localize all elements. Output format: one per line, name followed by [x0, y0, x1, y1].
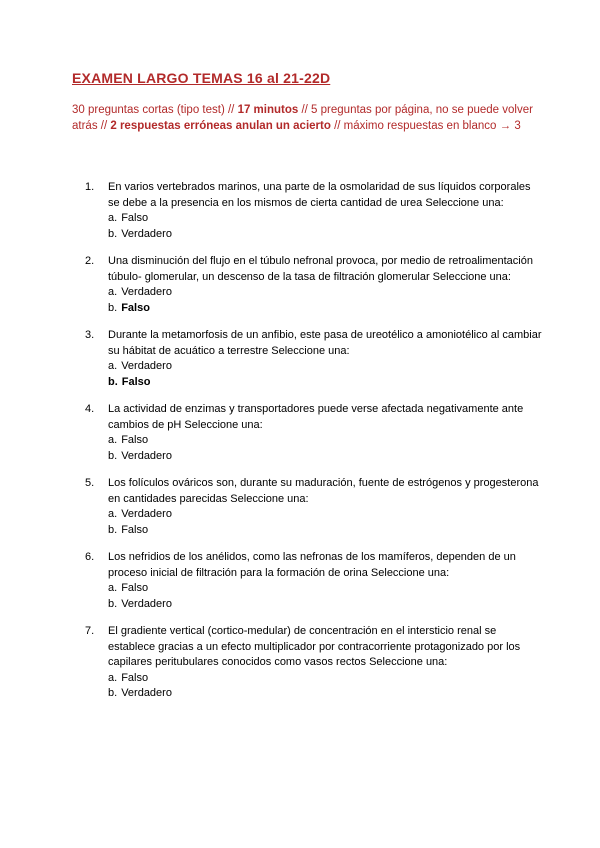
option-text: Verdadero: [121, 687, 172, 699]
question-number: 5.: [85, 477, 95, 489]
exam-title: EXAMEN LARGO TEMAS 16 al 21-22D: [72, 70, 331, 86]
question-5: [85, 476, 545, 538]
rules-segment: 30 preguntas cortas (tipo test) //: [72, 104, 238, 116]
question-4: [85, 402, 545, 464]
option-prefix: b.: [108, 301, 118, 314]
option-prefix: b.: [108, 523, 118, 536]
option-text: Verdadero: [121, 360, 172, 372]
question-1-option-b: [108, 227, 545, 243]
rules-segment: // máximo respuestas en blanco → 3: [330, 119, 521, 132]
rules-segment-bold: 17 minutos: [237, 104, 299, 116]
question-2-option-b: [108, 301, 545, 317]
question-text: El gradiente vertical (cortico-medular) de concentración en el intersticio renal se establece gracias a un efecto multiplicador por contracorriente protagonizado por los capilares peritubulares conocidos como vasos rectos Seleccione una:: [108, 625, 521, 668]
question-text: En varios vertebrados marinos, una parte de la osmolaridad de sus líquidos corporales se debe a la presencia en los mismos de cierta cantidad de urea Seleccione una:: [108, 181, 531, 209]
option-text: Verdadero: [121, 449, 172, 462]
option-text: Verdadero: [121, 597, 172, 610]
question-list: [85, 180, 546, 702]
question-number: 1.: [85, 181, 95, 193]
question-text: Los nefridios de los anélidos, como las nefronas de los mamíferos, dependen de un proceso inicial de filtración para la formación de orina Seleccione una:: [108, 551, 516, 579]
question-4-option-b: [108, 449, 545, 465]
question-7: [85, 624, 545, 702]
question-1: [85, 180, 545, 242]
option-prefix: b.: [108, 597, 118, 610]
option-text: Verdadero: [121, 508, 172, 520]
question-7-option-b: [108, 686, 545, 702]
question-number: 6.: [85, 551, 95, 563]
exam-rules: [72, 103, 546, 134]
question-6-option-a: [108, 581, 545, 597]
question-5-option-a: [108, 507, 545, 523]
question-text: La actividad de enzimas y transportadores puede verse afectada negativamente ante cambios de pH Seleccione una:: [108, 403, 524, 431]
option-text: Falso: [121, 301, 150, 314]
question-number: 7.: [85, 625, 95, 637]
option-prefix: b.: [108, 227, 118, 240]
option-prefix: a.: [108, 582, 118, 594]
question-number: 4.: [85, 403, 95, 415]
question-4-option-a: [108, 433, 545, 449]
question-7-option-a: [108, 671, 545, 687]
question-text: Una disminución del flujo en el túbulo nefronal provoca, por medio de retroalimentación túbulo- glomerular, un descenso de la tasa de filtración glomerular Seleccione una:: [108, 255, 533, 283]
rules-segment-bold: 2 respuestas erróneas anulan un acierto: [110, 119, 331, 132]
document-content: [72, 0, 546, 702]
question-number: 3.: [85, 329, 95, 341]
question-text: Durante la metamorfosis de un anfibio, este pasa de ureotélico a amoniotélico al cambiar su hábitat de acuático a terrestre Seleccione una:: [108, 329, 542, 357]
option-text: Falso: [121, 582, 149, 594]
rules-segment: // 5 preguntas por página, no se puede volver atrás //: [72, 104, 533, 132]
option-prefix: a.: [108, 360, 118, 372]
option-text: Verdadero: [121, 286, 172, 298]
option-text: Falso: [121, 523, 149, 536]
option-text: Falso: [121, 212, 149, 224]
option-prefix: a.: [108, 434, 118, 446]
question-1-option-a: [108, 211, 545, 227]
question-number: 2.: [85, 255, 95, 267]
option-text: Verdadero: [121, 227, 172, 240]
question-5-option-b: [108, 523, 545, 539]
option-prefix: b.: [108, 687, 118, 699]
question-2-option-a: [108, 285, 545, 301]
option-text: Falso: [121, 671, 149, 684]
question-6: [85, 550, 545, 612]
option-prefix: a.: [108, 286, 118, 298]
option-prefix: a.: [108, 212, 118, 224]
question-6-option-b: [108, 597, 545, 613]
question-text: Los folículos ováricos son, durante su maduración, fuente de estrógenos y progesterona en cantidades parecidas Seleccione una:: [108, 477, 539, 505]
option-prefix: a.: [108, 508, 118, 520]
option-prefix: b.: [108, 375, 118, 388]
option-text: Falso: [121, 375, 151, 388]
question-3: [85, 328, 545, 390]
option-text: Falso: [121, 434, 149, 446]
question-3-option-a: [108, 359, 545, 375]
question-3-option-b: [108, 375, 545, 391]
option-prefix: a.: [108, 671, 118, 684]
option-prefix: b.: [108, 449, 118, 462]
question-2: [85, 254, 545, 316]
